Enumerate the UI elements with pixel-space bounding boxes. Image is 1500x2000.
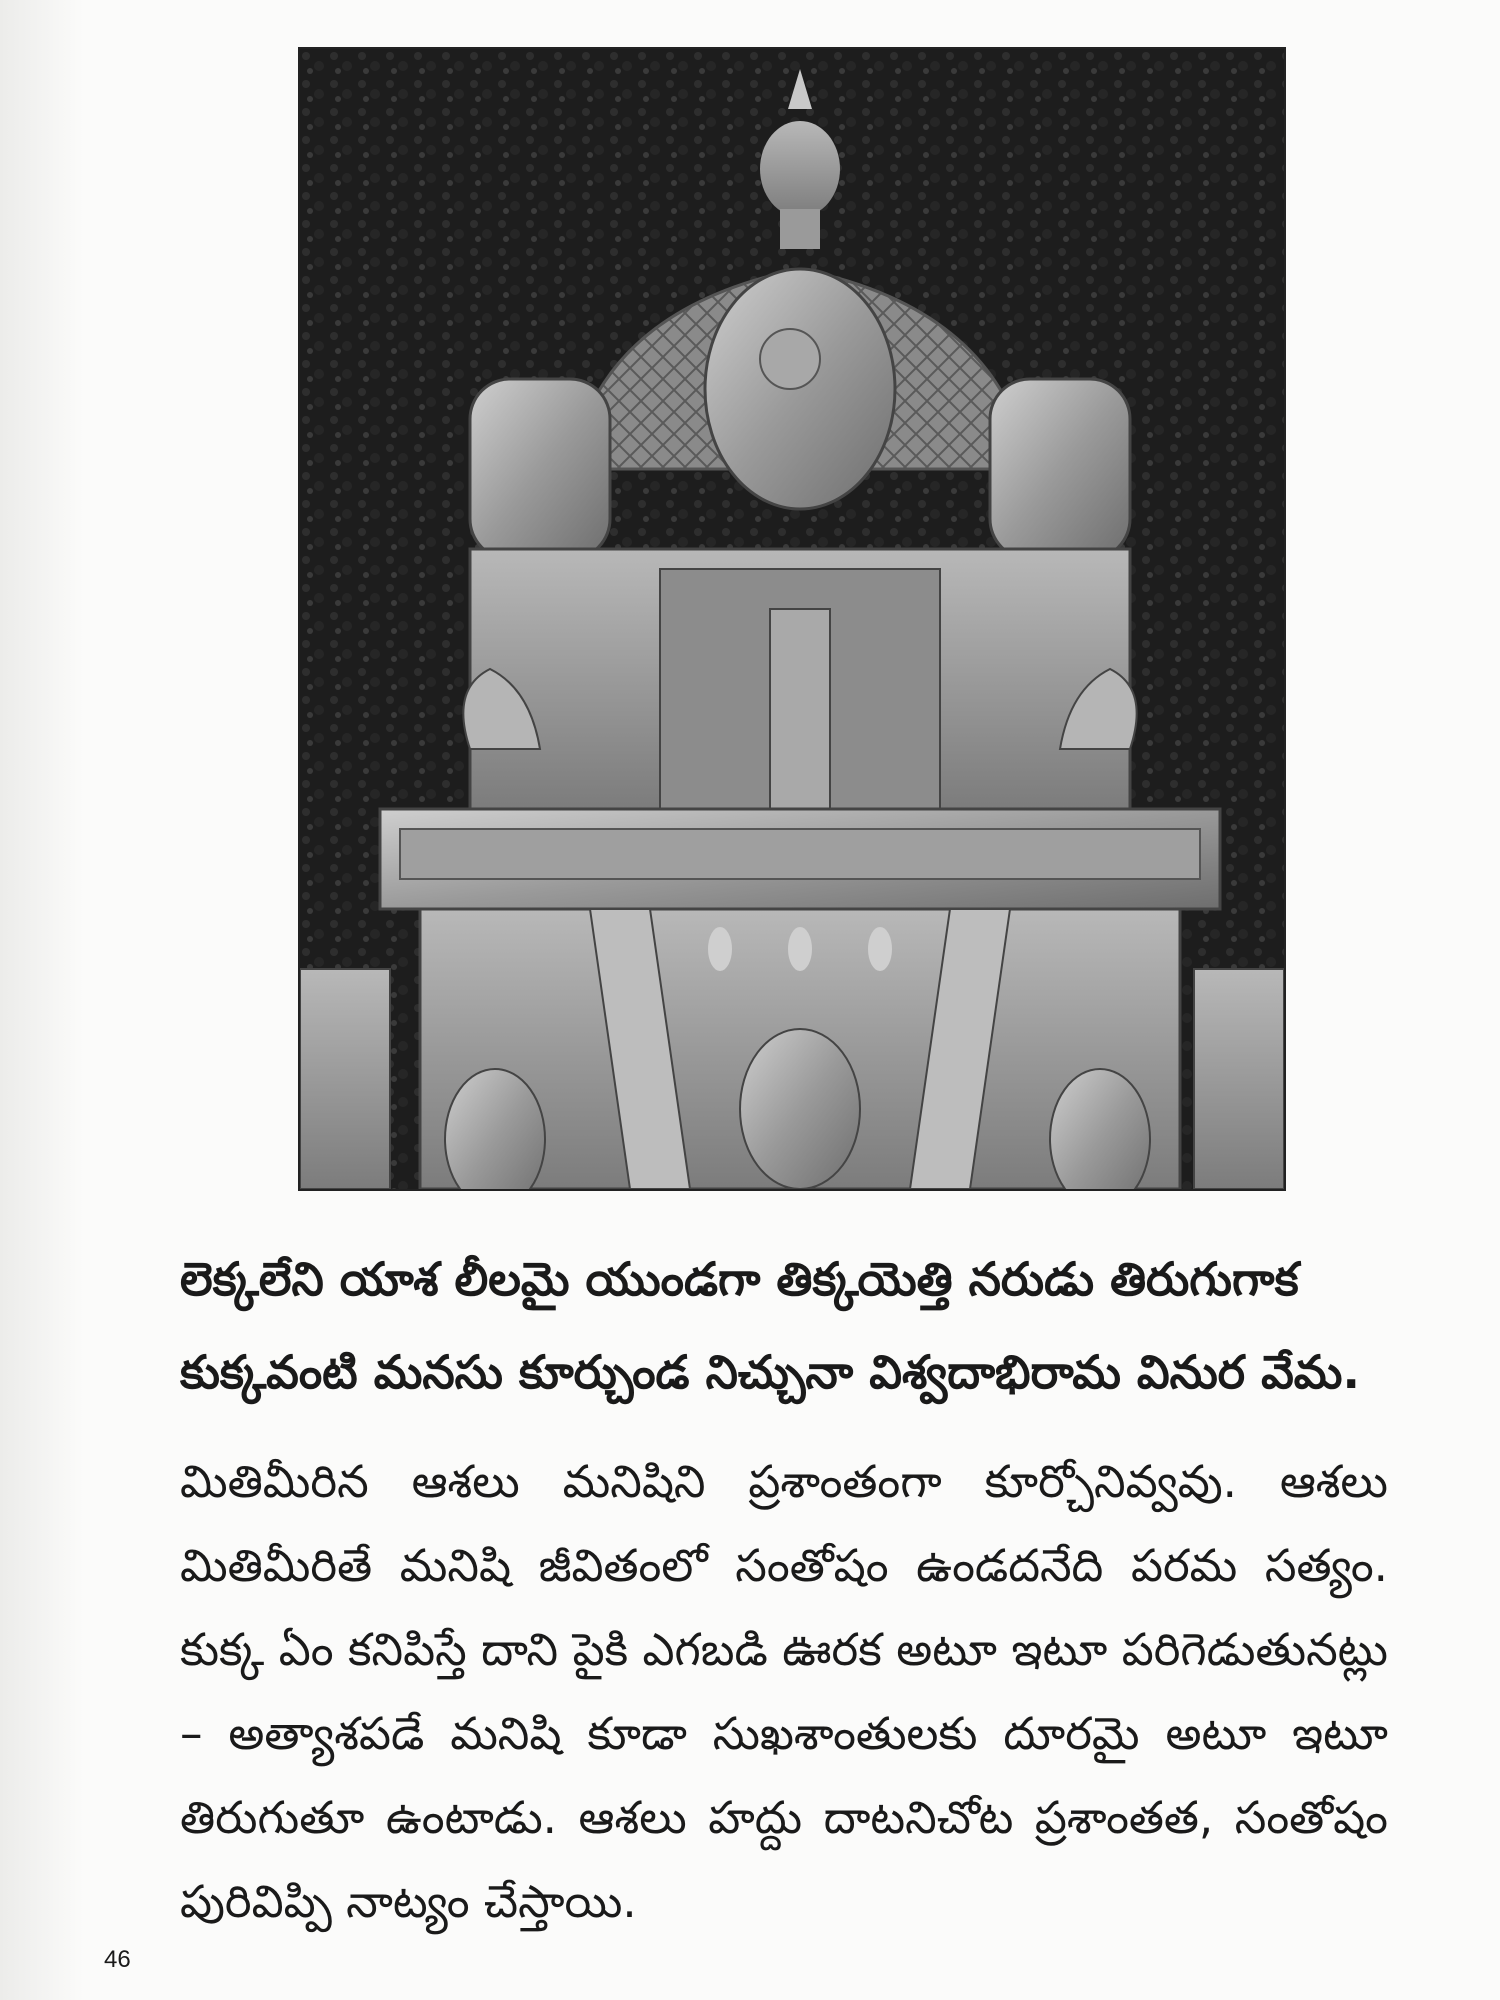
verse-line-2: కుక్కవంటి మనసు కూర్చుండ నిచ్చునా విశ్వదాభిరామ వినుర వేమ. <box>180 1345 1360 1399</box>
page-edge-shadow <box>0 0 84 2000</box>
temple-tower-photo <box>298 47 1286 1191</box>
page-number: 46 <box>104 1946 131 1973</box>
commentary-paragraph: మితిమీరిన ఆశలు మనిషిని ప్రశాంతంగా కూర్చోనివ్వవు. ఆశలు మితిమీరితే మనిషి జీవితంలో సంతోషం ఉండదనేది పరమ సత్యం. కుక్క ఏం కనిపిస్తే దాని పైకి ఎగబడి ఊరక అటూ ఇటూ పరిగెడుతునట్లు – అత్యాశపడే మనిషి కూడా సుఖశాంతులకు దూరమై అటూ ఇటూ తిరుగుతూ ఉంటాడు. ఆశలు హద్దు దాటనిచోట ప్రశాంతత, సంతోషం పురివిప్పి నాట్యం చేస్తాయి. <box>180 1455 1388 1928</box>
verse-line-1: లెక్కలేని యాశ లీలమై యుండగా తిక్కయెత్తి నరుడు తిరుగుగాక <box>180 1252 1299 1306</box>
